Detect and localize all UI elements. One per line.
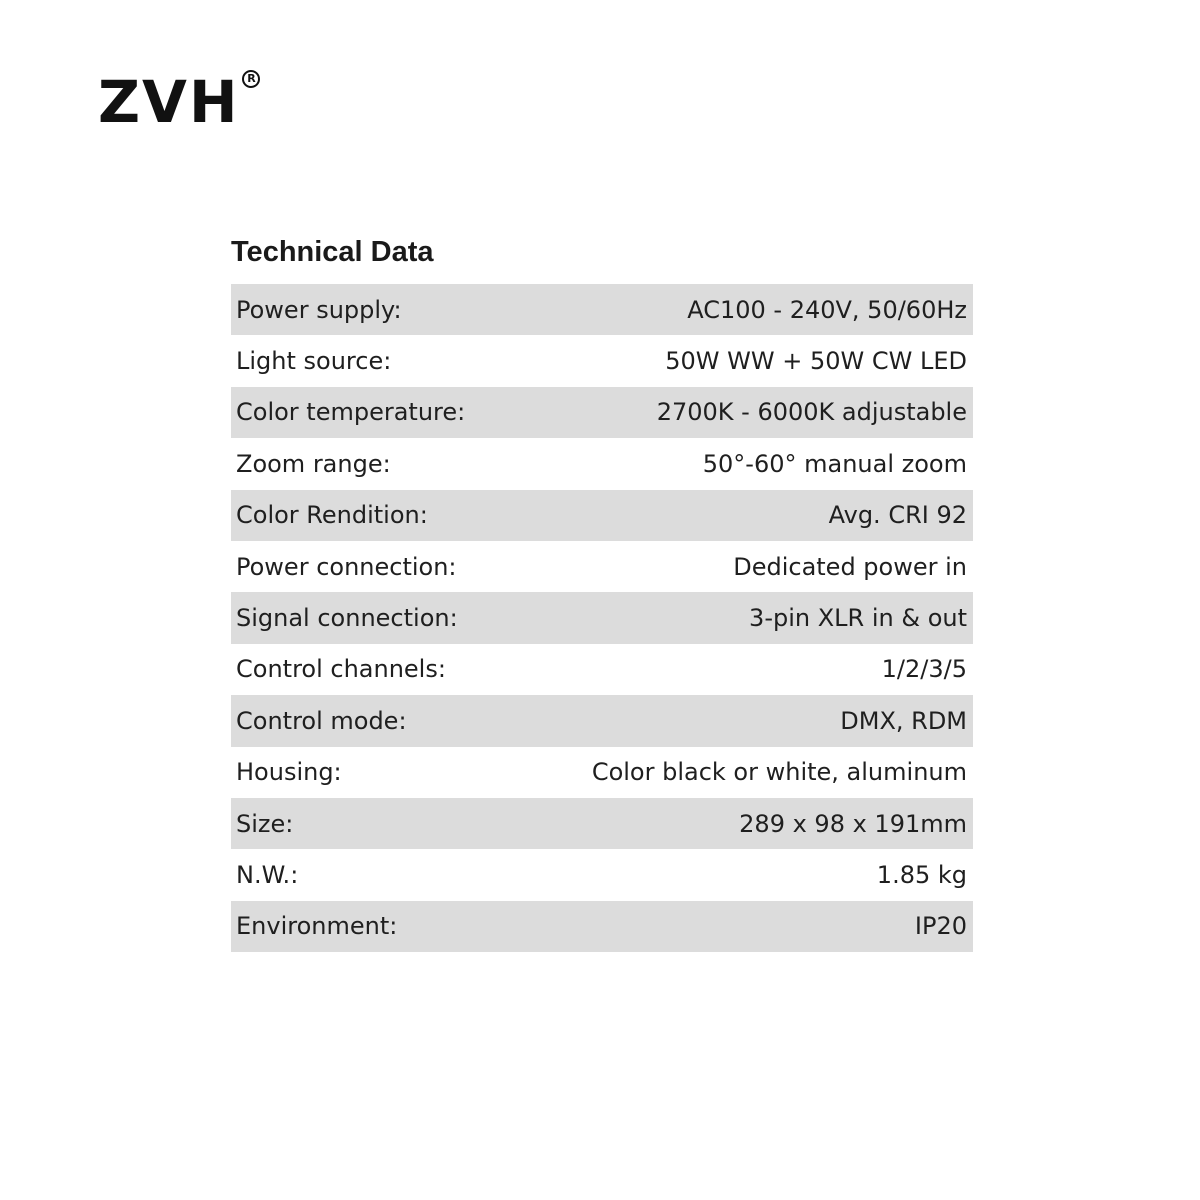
spec-value: IP20	[914, 912, 967, 941]
spec-label: Light source:	[236, 347, 392, 376]
spec-label: Color Rendition:	[236, 501, 428, 530]
spec-row-color-rendition	[231, 490, 973, 541]
spec-row-power-supply	[231, 284, 973, 335]
spec-value: 50W WW + 50W CW LED	[665, 347, 967, 376]
logo-text: ZVH	[98, 68, 240, 136]
spec-label: Signal connection:	[236, 604, 458, 633]
spec-label: Size:	[236, 809, 294, 838]
spec-label: Housing:	[236, 758, 342, 787]
spec-label: Environment:	[236, 912, 398, 941]
spec-value: Color black or white, aluminum	[591, 758, 967, 787]
spec-row-light-source	[231, 335, 973, 386]
brand-logo	[98, 68, 260, 136]
spec-value: 289 x 98 x 191mm	[739, 809, 967, 838]
spec-row-environment	[231, 901, 973, 952]
spec-label: Control channels:	[236, 655, 446, 684]
spec-row-control-mode	[231, 695, 973, 746]
spec-row-color-temperature	[231, 387, 973, 438]
spec-row-net-weight	[231, 849, 973, 900]
spec-value: DMX, RDM	[840, 706, 967, 735]
section-title: Technical Data	[231, 236, 434, 268]
spec-row-signal-connection	[231, 592, 973, 643]
spec-value: 2700K - 6000K adjustable	[656, 398, 967, 427]
spec-row-size	[231, 798, 973, 849]
spec-value: 50°-60° manual zoom	[702, 449, 967, 478]
spec-value: 1/2/3/5	[881, 655, 967, 684]
spec-label: Power supply:	[236, 295, 402, 324]
spec-value: 1.85 kg	[876, 860, 967, 889]
spec-value: Dedicated power in	[733, 552, 967, 581]
spec-label: Color temperature:	[236, 398, 466, 427]
spec-table	[231, 284, 973, 952]
spec-label: Power connection:	[236, 552, 457, 581]
spec-row-zoom-range	[231, 438, 973, 489]
spec-value: 3-pin XLR in & out	[749, 604, 967, 633]
registered-mark-icon: R	[242, 70, 260, 88]
spec-value: AC100 - 240V, 50/60Hz	[687, 295, 967, 324]
spec-value: Avg. CRI 92	[828, 501, 967, 530]
spec-row-control-channels	[231, 644, 973, 695]
spec-label: Zoom range:	[236, 449, 391, 478]
spec-row-housing	[231, 747, 973, 798]
spec-label: Control mode:	[236, 706, 407, 735]
spec-row-power-connection	[231, 541, 973, 592]
spec-label: N.W.:	[236, 860, 299, 889]
